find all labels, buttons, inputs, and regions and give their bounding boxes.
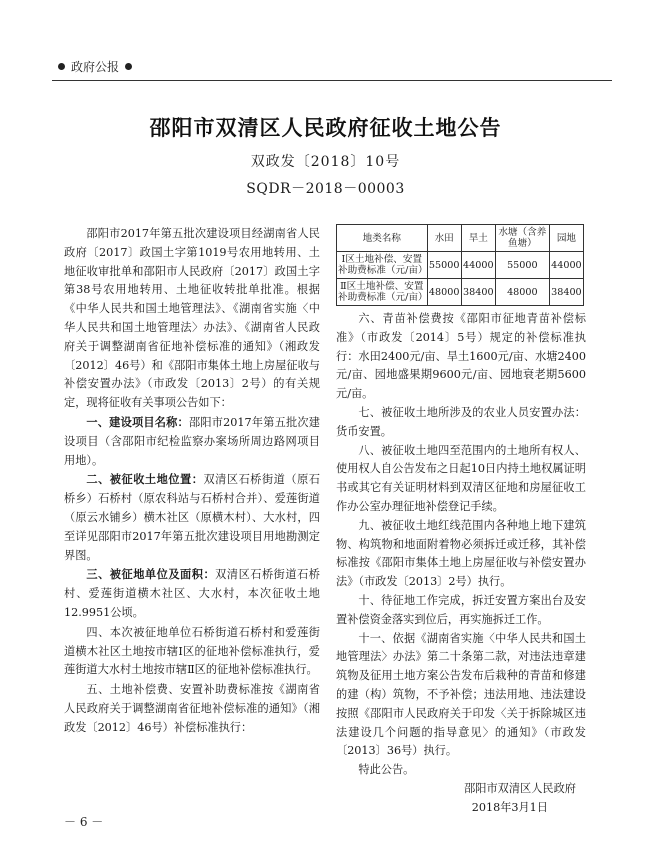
bullet-icon (58, 63, 65, 70)
document-number: 双政发〔2018〕10号 (250, 154, 401, 170)
paragraph: 一、建设项目名称：邵阳市2017年第五批次建设项目（含邵阳市纪检监察办案场所周边路网项目用地）。 (64, 414, 320, 467)
table-header-cell: 旱土 (461, 225, 495, 252)
table-row (337, 252, 584, 279)
table-cell: 48000 (495, 279, 549, 306)
paragraph: 三、被征地单位及面积：双清区石桥街道石桥村、爱莲街道横木社区、大水村，本次征收土地12.9951公顷。 (64, 567, 320, 619)
paragraph: 十一、依据《湖南省实施〈中华人民共和国土地管理法〉办法》第二十条第二款，对违法违章建筑物及征用土地方案公告发布后栽种的青苗和修建的建（构）筑物，不予补偿；违法用地、违法建设按照《邵阳市人民政府关于印发〈关于拆除城区违法建设几个问题的指导意见〉的通知》（市政发〔2013〕36号）执行。 (336, 631, 586, 758)
table-cell: Ⅰ区土地补偿、安置补助费标准（元/亩） (337, 252, 428, 279)
paragraph: 九、被征收土地红线范围内各种地上地下建筑物、构筑物和地面附着物必须拆迁或迁移，其补偿标准按《邵阳市集体土地上房屋征收与补偿安置办法》（市政发〔2013〕2号）执行。 (336, 518, 586, 589)
paragraph: 十、待征地工作完成，拆迁安置方案出台及安置补偿资金落实到位后，再实施拆迁工作。 (336, 593, 586, 626)
table-cell: 44000 (461, 252, 495, 279)
table-header-cell: 水塘（含养鱼塘） (495, 225, 549, 252)
table-cell: 55000 (427, 252, 461, 279)
page-number: － 6 － (64, 815, 104, 829)
paragraph: 六、青苗补偿费按《邵阳市征地青苗补偿标准》（市政发〔2014〕5号）规定的补偿标准执行：水田2400元/亩、旱土1600元/亩、水塘2400元/亩、园地盛果期9600元/亩、园地衰老期5600元/亩。 (336, 312, 586, 401)
journal-label: 政府公报 (71, 59, 120, 74)
bullet-icon (125, 63, 132, 70)
header-divider (52, 80, 612, 81)
table-row (337, 279, 584, 306)
table-header-row (337, 225, 584, 252)
table-cell: Ⅱ区土地补偿、安置补助费标准（元/亩） (337, 279, 428, 306)
signature-org: 邵阳市双清区人民政府 (464, 781, 576, 795)
left-column (64, 224, 320, 738)
journal-header (52, 55, 612, 77)
right-column (336, 224, 586, 818)
paragraph: 八、被征收土地四至范围内的土地所有权人、使用权人自公告发布之日起10日内持土地权属证明书或其它有关证明材料到双清区征地和房屋征收工作办公室办理征地补偿登记手续。 (336, 443, 586, 513)
paragraph: 七、被征收土地所涉及的农业人员安置办法：货币安置。 (336, 405, 586, 438)
page-title: 邵阳市双清区人民政府征收土地公告 (149, 116, 502, 140)
table-cell: 44000 (549, 252, 583, 279)
table-header-cell: 地类名称 (337, 225, 428, 252)
table-cell: 55000 (495, 252, 549, 279)
table-header-cell: 水田 (427, 225, 461, 252)
paragraph: 二、被征收土地位置：双清区石桥街道（原石桥乡）石桥村（原农科站与石桥村合并）、爱莲街道（原云水铺乡）横木社区（原横木村）、大水村，四至详见邵阳市2017年第五批次建设项目用地勘测定界图。 (64, 472, 320, 562)
table-cell: 38400 (461, 279, 495, 306)
paragraph: 五、土地补偿费、安置补助费标准按《湖南省人民政府关于调整湖南省征地补偿标准的通知》（湘政发〔2012〕46号）补偿标准执行： (64, 683, 320, 734)
compensation-table (336, 224, 584, 306)
registration-number: SQDR－2018－00003 (246, 181, 405, 197)
closing-line: 特此公告。 (358, 763, 415, 777)
signature-date: 2018年3月1日 (471, 800, 548, 814)
paragraph: 邵阳市2017年第五批次建设项目经湖南省人民政府〔2017〕政国土字第1019号农用地转用、土地征收审批单和邵阳市人民政府〔2017〕政国土字第38号农用地转用、土地征收转批单批准。根据《中华人民共和国土地管理法》、《湖南省实施〈中华人民共和国土地管理法〉办法》、《湖南省人民政府关于调整湖南省征地补偿标准的通知》（湘政发〔2012〕46号）和《邵阳市集体土地上房屋征收与补偿安置办法》（市政发〔2013〕2号）的有关规定，现将征收有关事项公告如下： (64, 227, 320, 410)
table-header-cell: 园地 (549, 225, 583, 252)
table-cell: 48000 (427, 279, 461, 306)
table-cell: 38400 (549, 279, 583, 306)
paragraph: 四、本次被征地单位石桥街道石桥村和爱莲街道横木社区土地按市辖Ⅰ区的征地补偿标准执行，爱莲街道大水村土地按市辖Ⅱ区的征地补偿标准执行。 (64, 625, 320, 677)
